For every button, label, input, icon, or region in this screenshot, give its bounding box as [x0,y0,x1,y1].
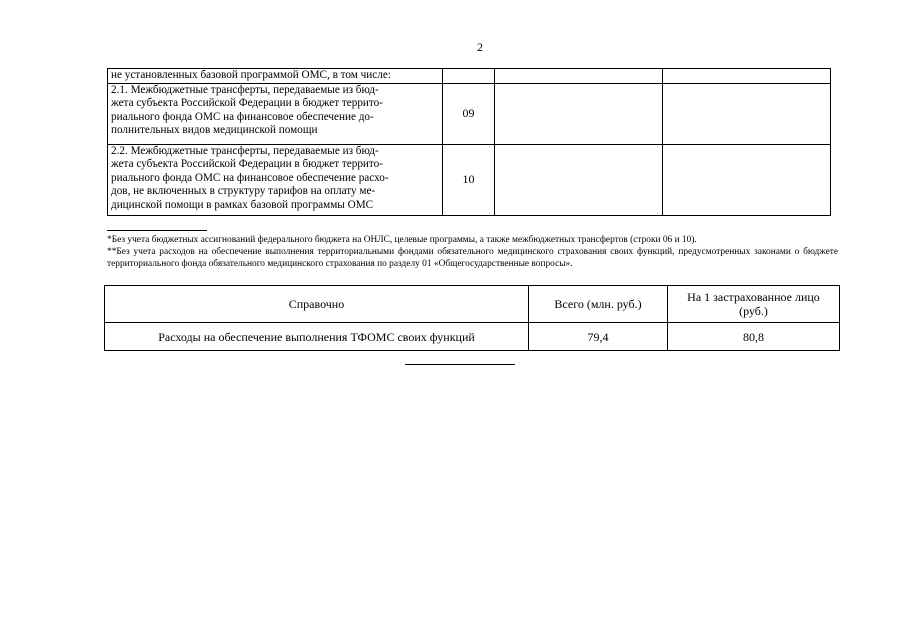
row-description [108,145,443,216]
row-value-cell [495,145,663,216]
reference-header-row [105,286,840,323]
row-description [108,84,443,145]
header-cell-reference: Справочно [105,286,529,323]
desc-line: риального фонда ОМС на финансовое обеспечение до- [111,110,374,123]
row-value-cell [495,84,663,145]
desc-line: 2.1. Межбюджетные трансферты, передаваемые из бюд- [111,84,379,96]
footnote: **Без учета расходов на обеспечение выполнения территориальными фондами обязательного медицинского страхования своих функций, предусмотренных законами о бюджете территориального фонда обязательного медицинского страхования по разделу 01 «Общегосударственные вопросы». [107,247,838,269]
row-code [443,69,495,84]
row-value-cell [663,145,831,216]
desc-line: жета субъекта Российской Федерации в бюджет террито- [111,158,383,171]
footnote: *Без учета бюджетных ассигнований федерального бюджета на ОНЛС, целевые программы, а также межбюджетных трансфертов (строки 06 и 10). [107,235,697,245]
table-row [108,145,831,216]
row-code: 09 [443,84,495,145]
footnote-divider [107,230,207,231]
row-description [108,69,443,84]
expense-table [107,68,831,216]
desc-line: дицинской помощи в рамках базовой программы ОМС [111,198,374,211]
footnotes [107,234,838,270]
desc-line: дов, не включенных в структуру тарифов на оплату ме- [111,185,376,198]
table-row [108,69,831,84]
row-label: Расходы на обеспечение выполнения ТФОМС своих функций [105,323,529,351]
row-value-cell [495,69,663,84]
desc-line: риального фонда ОМС на финансовое обеспечение расхо- [111,171,389,184]
table-row [105,323,840,351]
row-value-cell [663,69,831,84]
row-total: 79,4 [529,323,668,351]
row-code: 10 [443,145,495,216]
header-cell-total: Всего (млн. руб.) [529,286,668,323]
end-divider [405,364,515,365]
row-per-person: 80,8 [668,323,840,351]
desc-line: полнительных видов медицинской помощи [111,124,318,137]
reference-table [104,285,840,351]
row-value-cell [663,84,831,145]
header-cell-per-person: На 1 застрахованное лицо (руб.) [668,286,840,323]
table-row [108,84,831,145]
page-number: 2 [477,40,483,54]
desc-line: 2.2. Межбюджетные трансферты, передаваемые из бюд- [111,145,379,157]
desc-line: не установленных базовой программой ОМС, в том числе: [111,69,391,81]
desc-line: жета субъекта Российской Федерации в бюджет террито- [111,97,383,110]
